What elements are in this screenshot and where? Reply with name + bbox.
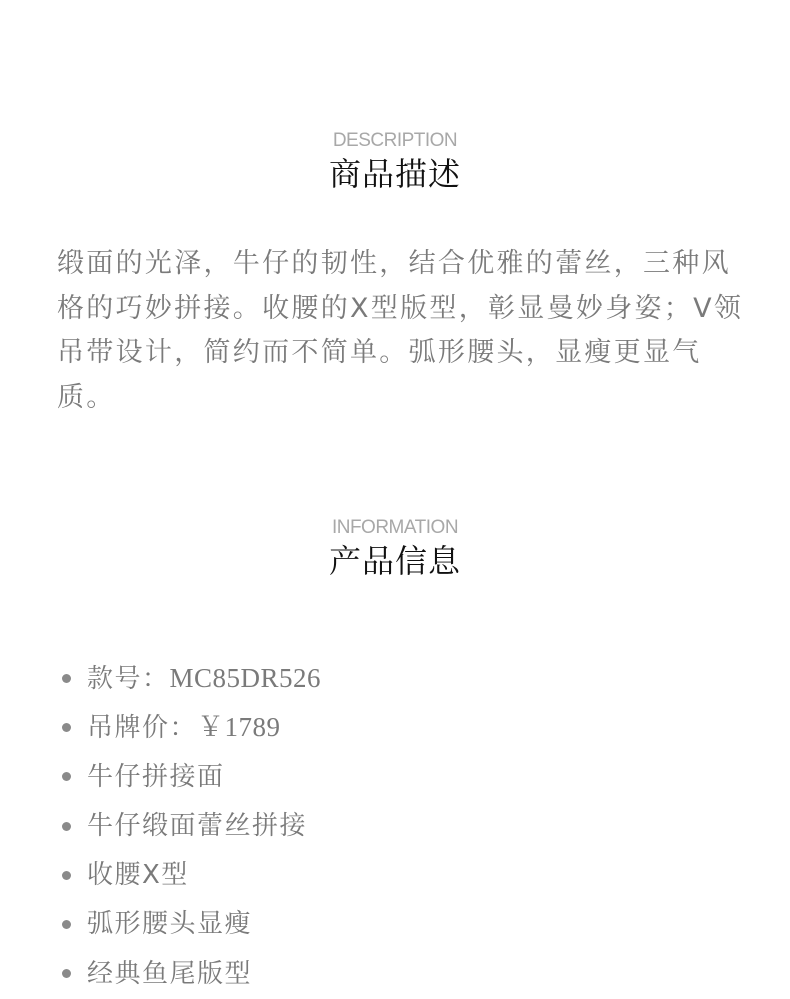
info-item-label: 牛仔缎面蕾丝拼接 xyxy=(87,810,308,841)
bullet-dot-icon xyxy=(62,723,71,732)
info-item-feature xyxy=(60,851,321,900)
description-body: 缎面的光泽，牛仔的韧性，结合优雅的蕾丝，三种风格的巧妙拼接。收腰的X型版型，彰显曼妙身姿；V领吊带设计，简约而不简单。弧形腰头，显瘦更显气质。 xyxy=(57,248,744,413)
description-header xyxy=(0,130,790,194)
info-item-feature xyxy=(60,900,321,949)
info-item-tag-price xyxy=(60,703,321,752)
info-item-feature xyxy=(60,802,321,851)
info-item-feature xyxy=(60,950,321,999)
info-item-label: 款号： xyxy=(87,664,170,694)
info-item-label: 弧形腰头显瘦 xyxy=(87,909,253,940)
info-item-label: 吊牌价： xyxy=(87,713,198,744)
info-item-label: 收腰X型 xyxy=(87,860,189,891)
info-item-label: 牛仔拼接面 xyxy=(87,761,225,792)
description-en-title: DESCRIPTION xyxy=(332,130,458,151)
info-item-value: MC85DR526 xyxy=(169,663,322,693)
info-item-label: 经典鱼尾版型 xyxy=(87,958,253,989)
bullet-dot-icon xyxy=(62,871,71,880)
info-item-value: ￥1789 xyxy=(197,712,281,743)
bullet-dot-icon xyxy=(62,822,71,831)
description-title: 商品描述 xyxy=(328,155,461,193)
bullet-dot-icon xyxy=(62,674,71,683)
bullet-dot-icon xyxy=(62,920,71,929)
bullet-dot-icon xyxy=(62,772,71,781)
information-header xyxy=(0,517,790,581)
information-en-title: INFORMATION xyxy=(331,517,459,538)
information-title: 产品信息 xyxy=(328,542,461,580)
information-list xyxy=(60,654,321,999)
bullet-dot-icon xyxy=(62,969,71,978)
info-item-style-number xyxy=(60,654,321,703)
info-item-feature xyxy=(60,753,321,802)
